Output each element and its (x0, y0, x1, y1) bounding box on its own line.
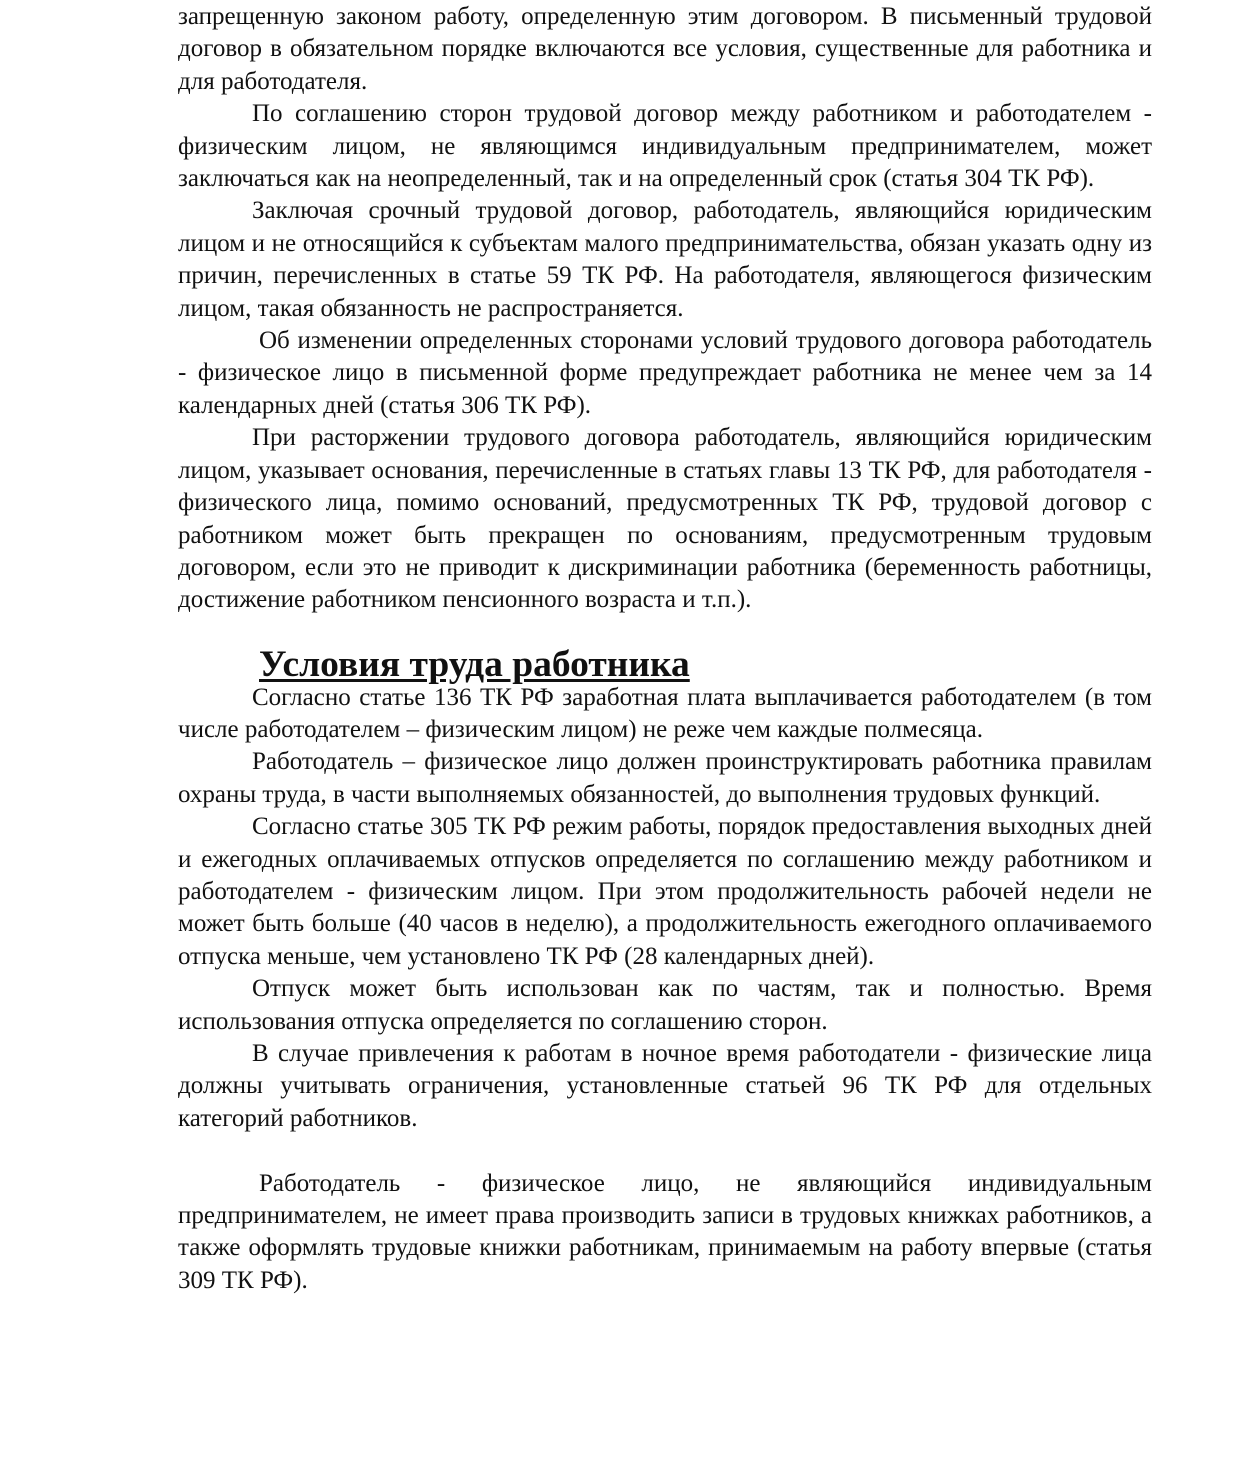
paragraph-contract-term: По соглашению сторон трудовой договор между работником и работодателем - физическим лицом, не являющимся индивидуальным предпринимателем, может заключаться как на неопределенный, так и на определенный срок (статья 304 ТК РФ). (178, 100, 1152, 193)
paragraph-contract-termination: При расторжении трудового договора работодатель, являющийся юридическим лицом, указывает основания, перечисленные в статьях главы 13 ТК РФ, для работодателя - физического лица, помимо оснований, предусмотренных ТК РФ, трудовой договор с работником может быть прекращен по основаниям, предусмотренным трудовым договором, если это не приводит к дискриминации работника (беременность работницы, достижение работником пенсионного возраста и т.п.). (178, 424, 1152, 614)
paragraph-employment-records: Работодатель - физическое лицо, не являющийся индивидуальным предпринимателем, не имеет права производить записи в трудовых книжках работников, а также оформлять трудовые книжки работникам, принимаемым на работу впервые (статья 309 ТК РФ). (178, 1169, 1152, 1294)
paragraph-fixed-term-contract: Заключая срочный трудовой договор, работодатель, являющийся юридическим лицом и не относящийся к субъектам малого предпринимательства, обязан указать одну из причин, перечисленных в статье 59 ТК РФ. На работодателя, являющегося физическим лицом, такая обязанность не распространяется. (178, 197, 1152, 322)
blank-line (178, 1135, 1152, 1167)
document-page (178, 1, 1152, 1297)
section-heading: Условия труда работника (259, 644, 690, 686)
paragraph-contract-changes: Об изменении определенных сторонами условий трудового договора работодатель - физическое лицо в письменной форме предупреждает работника не менее чем за 14 календарных дней (статья 306 ТК РФ). (178, 327, 1152, 419)
paragraph-night-work: В случае привлечения к работам в ночное время работодатели - физические лица должны учитывать ограничения, установленные статьей 96 ТК РФ для отдельных категорий работников. (178, 1039, 1152, 1132)
paragraph-continuation: запрещенную законом работу, определенную этим договором. В письменный трудовой договор в обязательном порядке включаются все условия, существенные для работника и для работодателя. (178, 3, 1152, 95)
paragraph-work-schedule: Согласно статье 305 ТК РФ режим работы, порядок предоставления выходных дней и ежегодных оплачиваемых отпусков определяется по соглашению между работником и работодателем - физическим лицом. При этом продолжительность рабочей недели не может быть больше (40 часов в неделю), а продолжительность ежегодного оплачиваемого отпуска меньше, чем установлено ТК РФ (28 календарных дней). (178, 813, 1152, 970)
paragraph-vacation: Отпуск может быть использован как по частям, так и полностью. Время использования отпуска определяется по соглашению сторон. (178, 975, 1152, 1035)
paragraph-salary: Согласно статье 136 ТК РФ заработная плата выплачивается работодателем (в том числе работодателем – физическим лицом) не реже чем каждые полмесяца. (178, 683, 1152, 743)
paragraph-safety-instruction: Работодатель – физическое лицо должен проинструктировать работника правилам охраны труда, в части выполняемых обязанностей, до выполнения трудовых функций. (178, 748, 1152, 808)
